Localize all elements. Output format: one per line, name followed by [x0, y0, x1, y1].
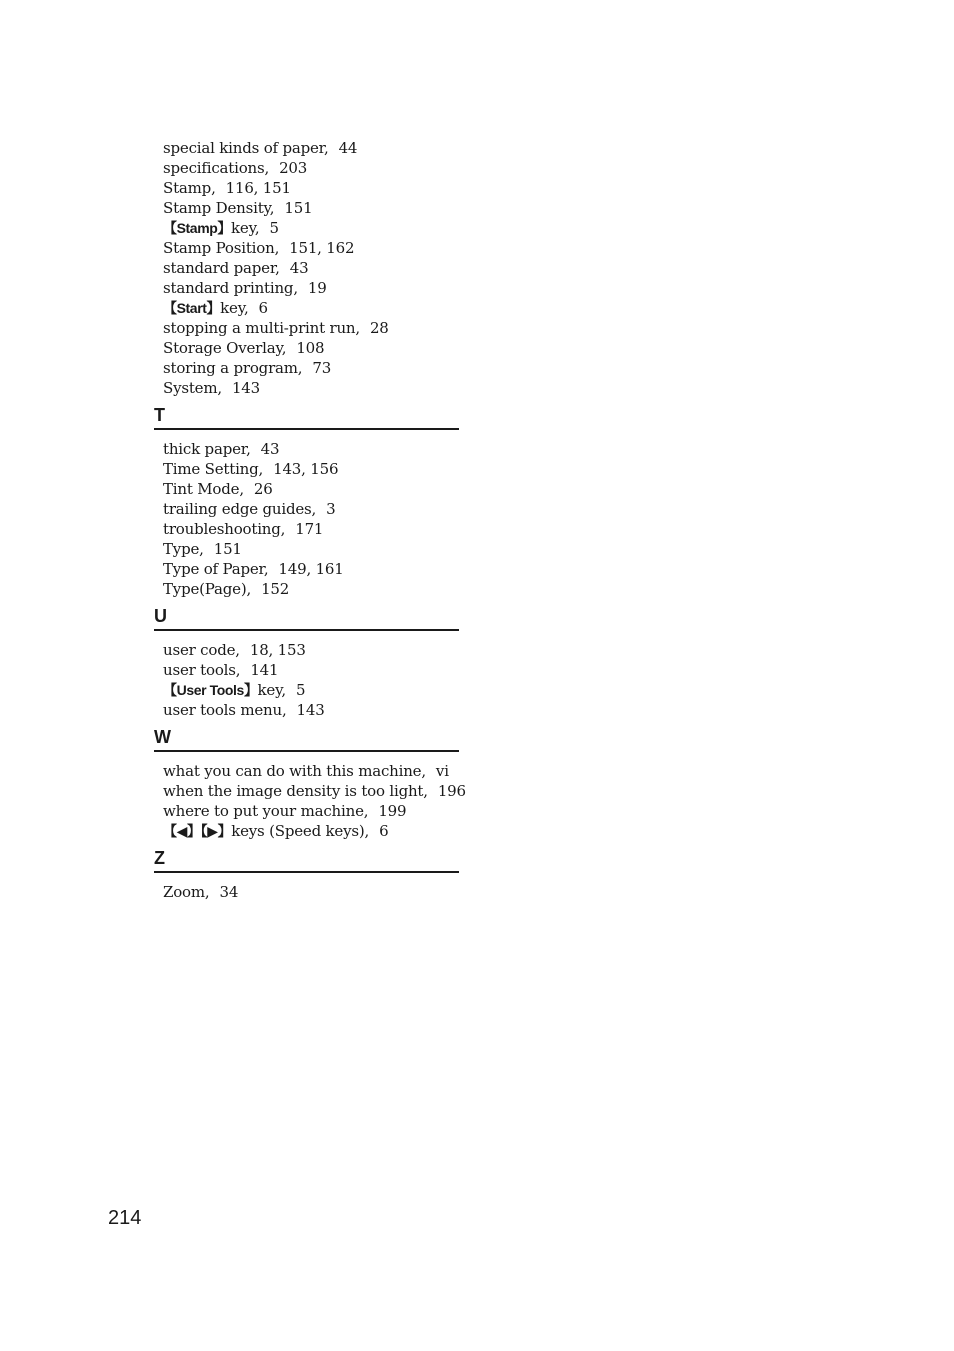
index-entry — [154, 258, 459, 278]
key-name: 【Start】 — [163, 300, 221, 316]
entry-term: user code, — [163, 641, 240, 659]
entry-term: stopping a multi-print run, — [163, 319, 360, 337]
page-number: 214 — [108, 1207, 142, 1229]
entry-pages: 199 — [378, 802, 407, 820]
section-divider — [154, 428, 459, 430]
index-entry — [154, 680, 459, 700]
entry-pages: 196 — [437, 782, 466, 800]
index-entry — [154, 318, 459, 338]
entry-term: user tools, — [163, 661, 241, 679]
index-entry — [154, 459, 459, 479]
entry-term: Stamp Position, — [163, 239, 280, 257]
section-divider — [154, 629, 459, 631]
index-section-u — [154, 605, 459, 720]
index-entry — [154, 882, 459, 902]
entry-term: Storage Overlay, — [163, 339, 287, 357]
index-entry — [154, 559, 459, 579]
entry-term: thick paper, — [163, 440, 251, 458]
entry-pages: 73 — [312, 359, 332, 377]
entry-term: Tint Mode, — [163, 480, 244, 498]
entry-term: standard printing, — [163, 279, 298, 297]
key-name: 【Stamp】 — [163, 220, 232, 236]
entry-pages: 26 — [253, 480, 273, 498]
entry-pages: 151 — [213, 540, 242, 558]
entry-term: Stamp, — [163, 179, 216, 197]
index-entry — [154, 439, 459, 459]
entry-term: Stamp Density, — [163, 199, 275, 217]
entry-pages: 151 — [284, 199, 313, 217]
entry-pages: 143, 156 — [273, 460, 339, 478]
entry-term: standard paper, — [163, 259, 280, 277]
index-entry — [154, 821, 459, 841]
index-entry — [154, 298, 459, 318]
section-divider — [154, 871, 459, 873]
index-entry — [154, 761, 459, 781]
index-section-z — [154, 847, 459, 902]
entry-pages: 149, 161 — [278, 560, 344, 578]
entry-pages: 151, 162 — [289, 239, 355, 257]
index-entry — [154, 660, 459, 680]
entry-term: trailing edge guides, — [163, 500, 317, 518]
entry-term: key, — [231, 219, 260, 237]
entry-pages: 34 — [219, 883, 239, 901]
entry-term: key, — [220, 299, 249, 317]
intro-entry-list — [154, 138, 459, 398]
index-entry — [154, 781, 466, 801]
index-entry — [154, 519, 459, 539]
index-entry — [154, 539, 459, 559]
entry-pages: 116, 151 — [225, 179, 291, 197]
entry-pages: 6 — [379, 822, 389, 840]
index-entry — [154, 378, 459, 398]
index-entry — [154, 700, 459, 720]
index-entry — [154, 338, 459, 358]
entry-term: keys (Speed keys), — [231, 822, 370, 840]
index-entry — [154, 218, 459, 238]
entry-term: user tools menu, — [163, 701, 287, 719]
entry-term: Type, — [163, 540, 204, 558]
section-divider — [154, 750, 459, 752]
entry-term: Type of Paper, — [163, 560, 269, 578]
index-entry — [154, 640, 459, 660]
entry-term: Zoom, — [163, 883, 210, 901]
index-section-w — [154, 726, 466, 841]
entry-pages: 152 — [261, 580, 290, 598]
entry-pages: 143 — [231, 379, 260, 397]
index-entry — [154, 801, 459, 821]
entry-pages: 171 — [295, 520, 324, 538]
entry-pages: 19 — [307, 279, 327, 297]
entry-term: what you can do with this machine, — [163, 762, 426, 780]
section-letter: W — [154, 727, 171, 747]
index-entry — [154, 198, 459, 218]
index-entry — [154, 579, 459, 599]
index-column — [154, 138, 466, 902]
entry-pages: 43 — [289, 259, 309, 277]
index-entry — [154, 479, 459, 499]
section-letter: T — [154, 405, 165, 425]
entry-pages: 141 — [250, 661, 279, 679]
left-arrow-key-icon: 【◀】 — [163, 823, 201, 839]
section-letter: U — [154, 606, 167, 626]
entry-pages: 5 — [295, 681, 306, 699]
entry-term: Time Setting, — [163, 460, 264, 478]
entry-pages: 143 — [296, 701, 325, 719]
entry-term: special kinds of paper, — [163, 139, 329, 157]
entry-term: storing a program, — [163, 359, 303, 377]
entry-term: Type(Page), — [163, 580, 252, 598]
index-entry — [154, 358, 459, 378]
entry-term: specifications, — [163, 159, 270, 177]
entry-term: key, — [257, 681, 286, 699]
entry-pages: 43 — [260, 440, 280, 458]
entry-term: when the image density is too light, — [163, 782, 428, 800]
entry-pages: vi — [435, 762, 449, 780]
entry-term: troubleshooting, — [163, 520, 286, 538]
entry-pages: 28 — [369, 319, 389, 337]
index-entry — [154, 158, 459, 178]
entry-pages: 3 — [326, 500, 336, 518]
index-entry — [154, 499, 459, 519]
right-arrow-key-icon: 【▶】 — [200, 823, 232, 839]
index-entry — [154, 178, 459, 198]
entry-pages: 44 — [338, 139, 358, 157]
key-name: 【User Tools】 — [163, 682, 258, 698]
entry-pages: 5 — [269, 219, 279, 237]
index-section-t — [154, 404, 459, 599]
entry-pages: 203 — [279, 159, 308, 177]
index-entry — [154, 238, 459, 258]
section-letter: Z — [154, 848, 165, 868]
entry-pages: 18, 153 — [249, 641, 306, 659]
entry-pages: 6 — [258, 299, 268, 317]
index-entry — [154, 138, 459, 158]
entry-pages: 108 — [296, 339, 325, 357]
index-entry — [154, 278, 459, 298]
entry-term: System, — [163, 379, 222, 397]
entry-term: where to put your machine, — [163, 802, 369, 820]
